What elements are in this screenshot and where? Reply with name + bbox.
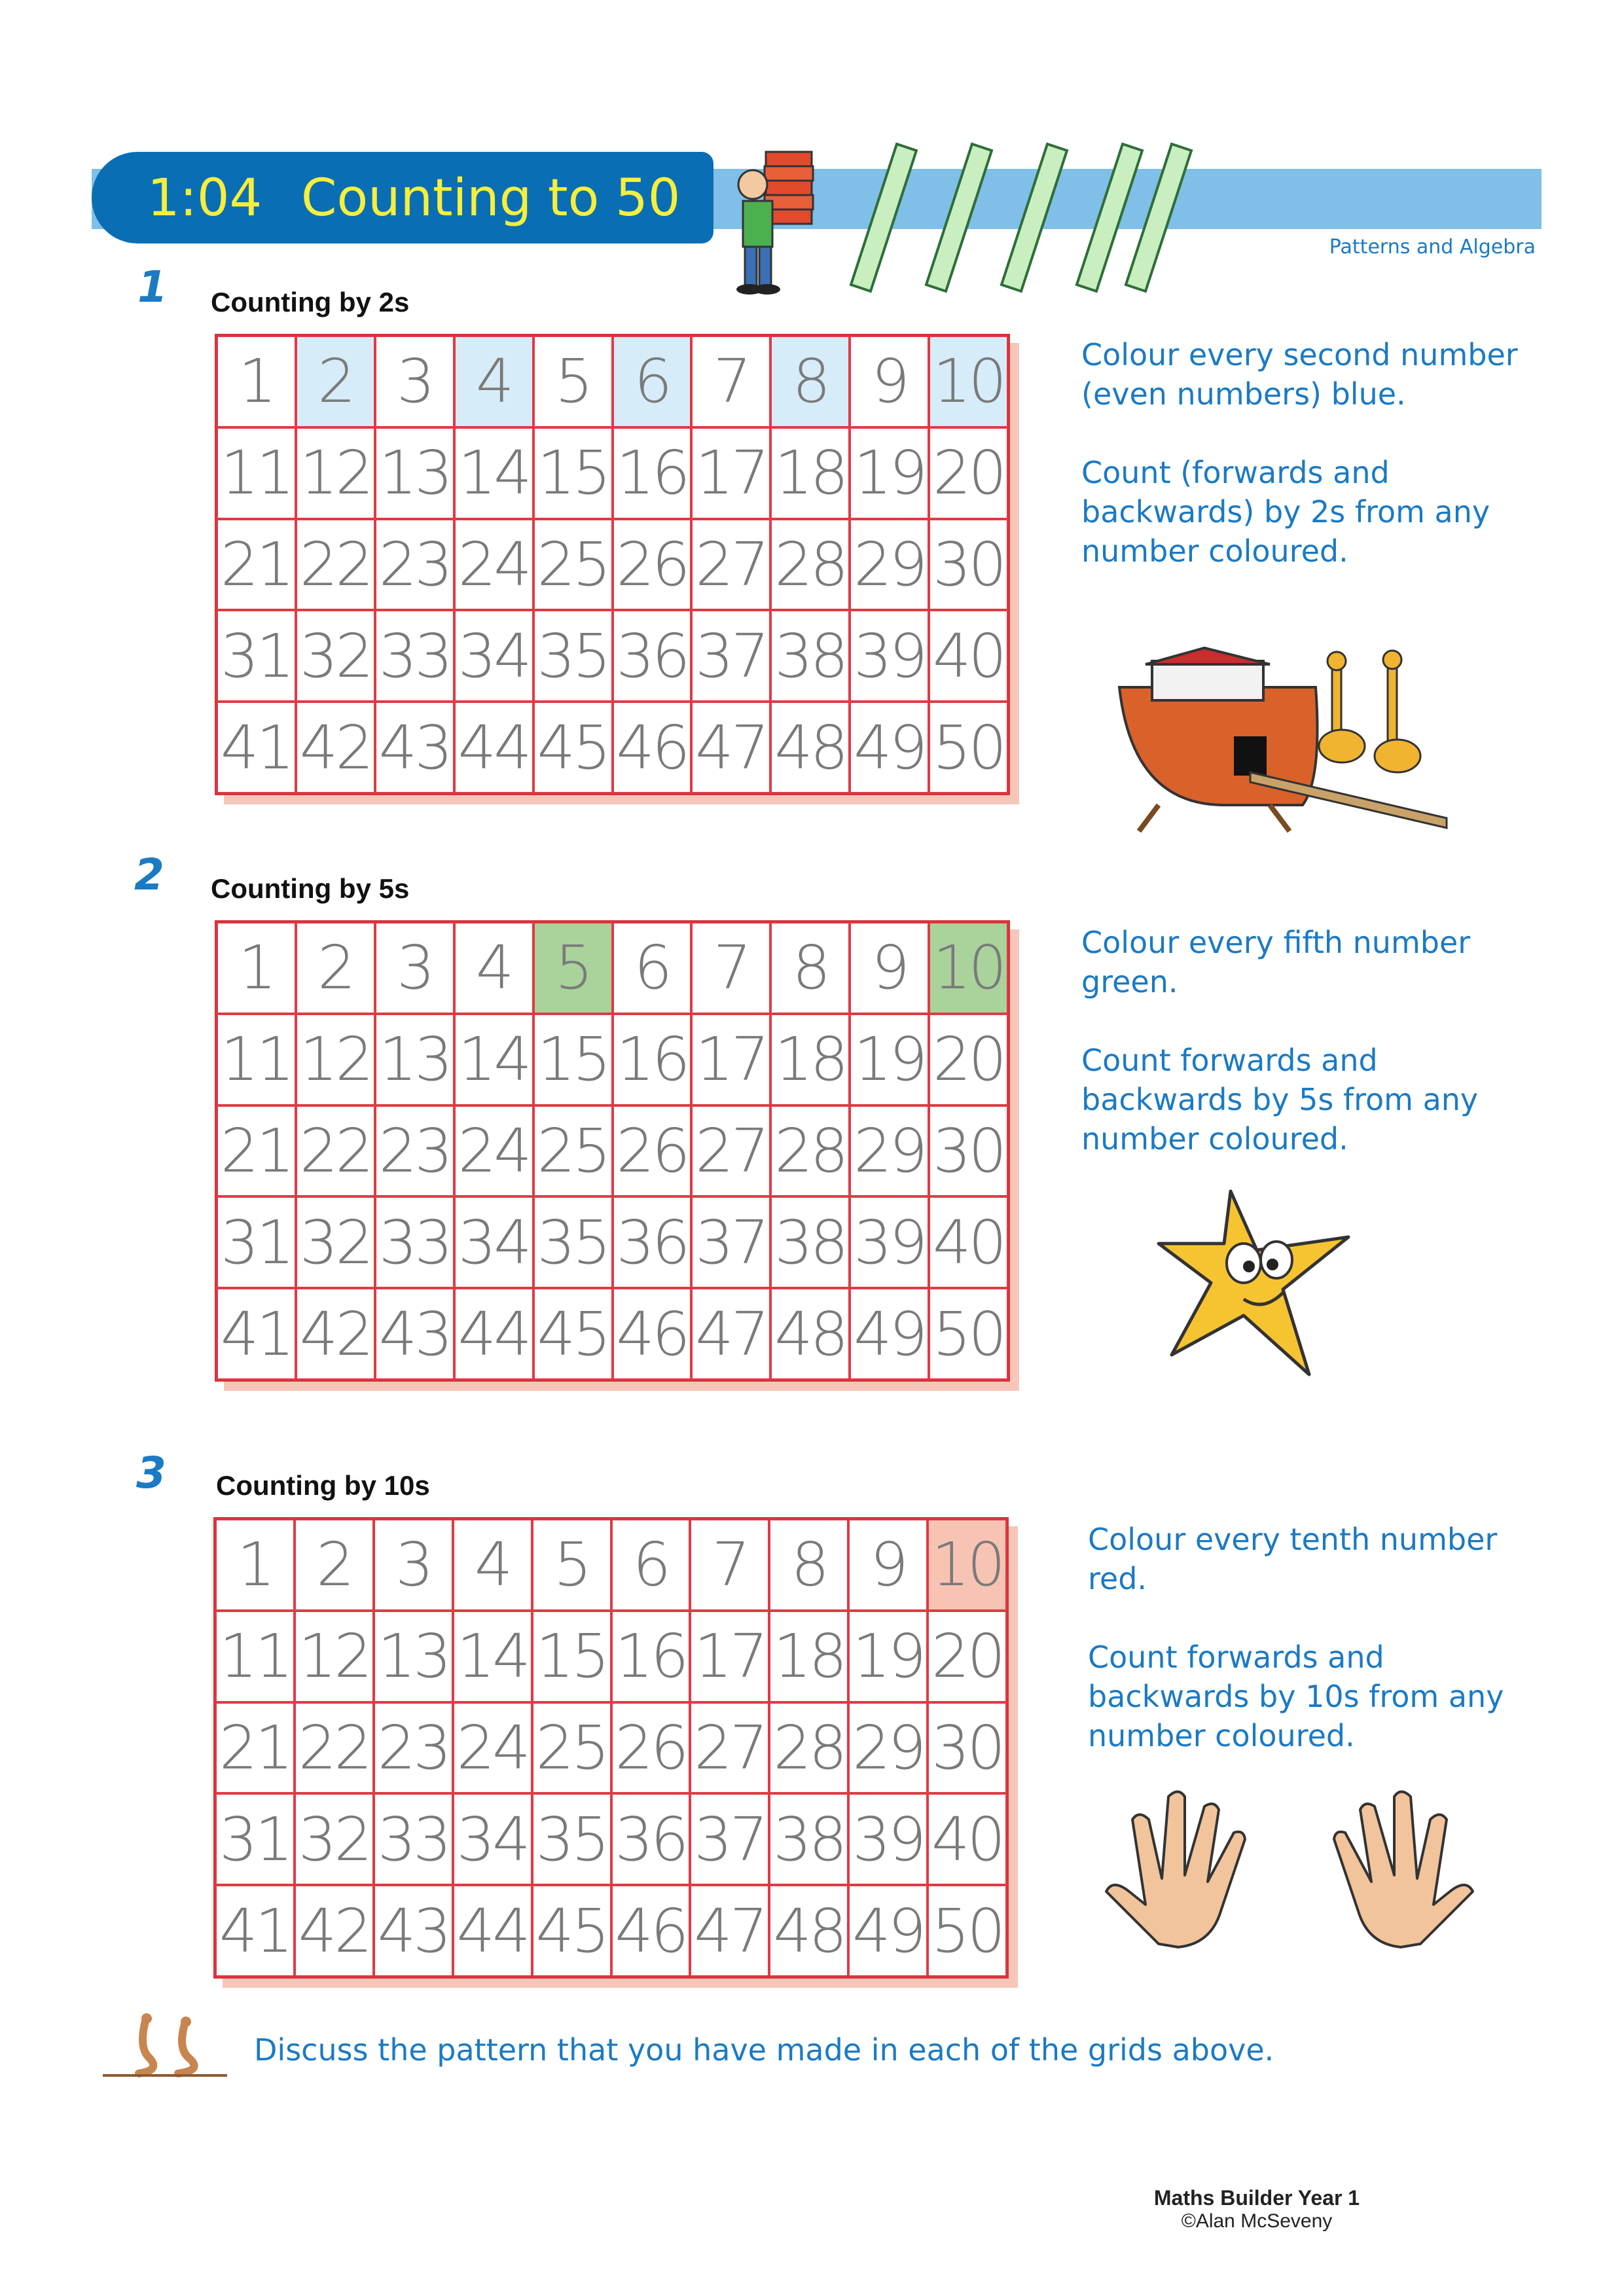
grid-cell: 19 (848, 1611, 928, 1702)
grid-cell: 7 (691, 922, 770, 1014)
grid-cell: 5 (533, 922, 613, 1014)
grid-cell: 15 (532, 1611, 611, 1702)
grid-cell: 1 (215, 1519, 295, 1611)
instruction-text: Colour every second number (even numbers) blue. (1081, 337, 1518, 412)
grid-cell: 31 (217, 610, 296, 702)
grid-cell: 10 (929, 922, 1008, 1014)
grid-cell: 11 (217, 1014, 296, 1105)
grid-cell: 41 (217, 1288, 296, 1380)
grid-cell: 20 (929, 427, 1008, 519)
grid-cell: 23 (375, 1105, 454, 1197)
grid-cell: 39 (850, 1196, 929, 1288)
grid-cell: 27 (691, 1105, 770, 1197)
grid-cell: 34 (453, 1793, 532, 1885)
grid-cell: 12 (296, 1014, 375, 1105)
grid-cell: 9 (848, 1519, 928, 1611)
grid-cell: 37 (690, 1793, 769, 1885)
grid-cell: 47 (691, 702, 770, 793)
grid-cell: 26 (613, 1105, 692, 1197)
worms-icon (99, 2008, 230, 2080)
grid-cell: 20 (929, 1014, 1008, 1105)
book-title: Maths Builder Year 1 (1153, 2186, 1360, 2210)
grid-cell: 34 (454, 610, 533, 702)
grid-cell: 48 (769, 1885, 848, 1977)
grid-cell: 25 (532, 1702, 611, 1794)
grid-cell: 7 (690, 1519, 769, 1611)
grid-cell: 18 (770, 427, 850, 519)
grid-cell: 42 (296, 1288, 375, 1380)
grid-cell: 30 (929, 1105, 1008, 1197)
grid-cell: 16 (613, 1014, 692, 1105)
grid-cell: 24 (454, 1105, 533, 1197)
page-footer (1060, 2186, 1453, 2233)
grid-cell: 50 (928, 1885, 1007, 1977)
grid-cell: 17 (691, 427, 770, 519)
grid-cell: 33 (375, 1196, 454, 1288)
grid-cell: 27 (690, 1702, 769, 1794)
grid-cell: 23 (374, 1702, 453, 1794)
tens-rods-illustration (851, 144, 1198, 295)
grid-cell: 28 (770, 519, 850, 611)
grid-cell: 22 (296, 1105, 375, 1197)
lesson-title-pill (92, 152, 713, 243)
grid-cell: 9 (850, 922, 929, 1014)
grid-cell: 41 (217, 702, 296, 793)
grid-cell: 30 (929, 519, 1008, 611)
grid-cell: 45 (532, 1885, 611, 1977)
grid-cell: 8 (769, 1519, 848, 1611)
grid-cell: 30 (928, 1702, 1007, 1794)
grid-cell: 29 (848, 1702, 928, 1794)
boy-carrying-blocks-illustration (727, 145, 838, 296)
grid-cell: 40 (928, 1793, 1007, 1885)
grid-cell: 22 (296, 519, 375, 611)
grid-cell: 43 (375, 702, 454, 793)
grid-cell: 21 (215, 1702, 295, 1794)
grid-cell: 2 (296, 336, 375, 427)
grid-cell: 42 (296, 702, 375, 793)
grid-cell: 23 (375, 519, 454, 611)
grid-cell: 46 (613, 1288, 692, 1380)
grid-cell: 47 (690, 1885, 769, 1977)
grid-cell: 44 (454, 702, 533, 793)
grid-cell: 18 (769, 1611, 848, 1702)
grid-cell: 31 (217, 1196, 296, 1288)
discussion-prompt: Discuss the pattern that you have made in each of the grids above. (254, 2032, 1274, 2068)
grid-cell: 6 (613, 336, 692, 427)
number-grid (215, 920, 1010, 1382)
instruction-text: Colour every tenth number red. (1088, 1522, 1498, 1596)
hundreds-grid-q1 (215, 334, 1010, 795)
grid-cell: 1 (217, 336, 296, 427)
grid-cell: 27 (691, 519, 770, 611)
grid-cell: 33 (375, 610, 454, 702)
grid-cell: 28 (769, 1702, 848, 1794)
grid-cell: 26 (613, 519, 692, 611)
question-2-instructions (1081, 923, 1540, 1198)
grid-cell: 10 (929, 336, 1008, 427)
grid-cell: 28 (770, 1105, 850, 1197)
grid-cell: 44 (453, 1885, 532, 1977)
strand-label: Patterns and Algebra (1329, 236, 1536, 259)
hundreds-grid-q2 (215, 920, 1010, 1382)
grid-cell: 40 (929, 1196, 1008, 1288)
grid-cell: 10 (928, 1519, 1007, 1611)
grid-cell: 4 (453, 1519, 532, 1611)
grid-cell: 48 (770, 702, 850, 793)
grid-cell: 11 (215, 1611, 295, 1702)
grid-cell: 21 (217, 519, 296, 611)
grid-cell: 25 (533, 1105, 613, 1197)
grid-cell: 49 (850, 702, 929, 793)
grid-cell: 3 (375, 336, 454, 427)
question-3-instructions (1088, 1520, 1546, 1795)
lesson-title: Counting to 50 (301, 169, 681, 228)
grid-cell: 11 (217, 427, 296, 519)
grid-cell: 15 (533, 427, 613, 519)
grid-cell: 21 (217, 1105, 296, 1197)
grid-cell: 29 (850, 1105, 929, 1197)
instruction-text: Count (forwards and backwards) by 2s from any number coloured. (1081, 455, 1490, 569)
grid-cell: 38 (769, 1793, 848, 1885)
grid-cell: 19 (850, 427, 929, 519)
question-1-instructions (1081, 335, 1540, 610)
grid-cell: 46 (613, 702, 692, 793)
number-grid (213, 1517, 1009, 1979)
grid-cell: 37 (691, 610, 770, 702)
grid-cell: 50 (929, 1288, 1008, 1380)
grid-cell: 2 (296, 922, 375, 1014)
grid-cell: 17 (690, 1611, 769, 1702)
grid-cell: 7 (691, 336, 770, 427)
grid-cell: 24 (454, 519, 533, 611)
grid-cell: 49 (850, 1288, 929, 1380)
grid-cell: 22 (295, 1702, 374, 1794)
grid-cell: 1 (217, 922, 296, 1014)
grid-cell: 43 (374, 1885, 453, 1977)
instruction-text: Count forwards and backwards by 10s from any number coloured. (1088, 1640, 1504, 1753)
grid-cell: 32 (296, 1196, 375, 1288)
grid-cell: 13 (374, 1611, 453, 1702)
grid-cell: 20 (928, 1611, 1007, 1702)
grid-cell: 34 (454, 1196, 533, 1288)
grid-cell: 14 (454, 1014, 533, 1105)
grid-cell: 35 (533, 1196, 613, 1288)
grid-cell: 45 (533, 702, 613, 793)
grid-cell: 4 (454, 922, 533, 1014)
grid-cell: 46 (611, 1885, 691, 1977)
grid-cell: 3 (375, 922, 454, 1014)
grid-cell: 32 (295, 1793, 374, 1885)
grid-cell: 6 (613, 922, 692, 1014)
grid-cell: 25 (533, 519, 613, 611)
grid-cell: 33 (374, 1793, 453, 1885)
grid-cell: 24 (453, 1702, 532, 1794)
question-2-number: 2 (134, 850, 164, 900)
grid-cell: 8 (770, 922, 850, 1014)
grid-cell: 15 (533, 1014, 613, 1105)
grid-cell: 6 (611, 1519, 691, 1611)
grid-cell: 14 (453, 1611, 532, 1702)
grid-cell: 35 (533, 610, 613, 702)
grid-cell: 32 (296, 610, 375, 702)
lesson-number: 1:04 (147, 169, 262, 228)
grid-cell: 50 (929, 702, 1008, 793)
number-grid (215, 334, 1010, 795)
grid-cell: 37 (691, 1196, 770, 1288)
grid-cell: 17 (691, 1014, 770, 1105)
grid-cell: 41 (215, 1885, 295, 1977)
cartoon-starfish-illustration (1159, 1185, 1355, 1381)
grid-cell: 5 (532, 1519, 611, 1611)
question-3-heading: Counting by 10s (216, 1470, 430, 1501)
grid-cell: 9 (850, 336, 929, 427)
grid-cell: 3 (374, 1519, 453, 1611)
grid-cell: 40 (929, 610, 1008, 702)
grid-cell: 16 (613, 427, 692, 519)
instruction-text: Colour every fifth number green. (1081, 925, 1471, 999)
grid-cell: 16 (611, 1611, 691, 1702)
grid-cell: 36 (611, 1793, 691, 1885)
grid-cell: 45 (533, 1288, 613, 1380)
grid-cell: 48 (770, 1288, 850, 1380)
two-hands-illustration (1100, 1780, 1479, 1950)
grid-cell: 12 (295, 1611, 374, 1702)
grid-cell: 8 (770, 336, 850, 427)
grid-cell: 31 (215, 1793, 295, 1885)
instruction-text: Count forwards and backwards by 5s from any number coloured. (1081, 1043, 1479, 1157)
grid-cell: 39 (848, 1793, 928, 1885)
ark-with-giraffes-illustration (1106, 648, 1473, 838)
grid-cell: 36 (613, 1196, 692, 1288)
grid-cell: 13 (375, 1014, 454, 1105)
grid-cell: 36 (613, 610, 692, 702)
grid-cell: 2 (295, 1519, 374, 1611)
question-3-number: 3 (136, 1448, 166, 1498)
question-2-heading: Counting by 5s (211, 873, 410, 904)
question-1-number: 1 (137, 262, 168, 312)
grid-cell: 38 (770, 610, 850, 702)
grid-cell: 44 (454, 1288, 533, 1380)
grid-cell: 5 (533, 336, 613, 427)
grid-cell: 26 (611, 1702, 691, 1794)
grid-cell: 39 (850, 610, 929, 702)
grid-cell: 38 (770, 1196, 850, 1288)
grid-cell: 42 (295, 1885, 374, 1977)
copyright: ©Alan McSeveny (1181, 2210, 1333, 2232)
hundreds-grid-q3 (213, 1517, 1009, 1979)
grid-cell: 43 (375, 1288, 454, 1380)
question-1-heading: Counting by 2s (211, 287, 410, 317)
grid-cell: 13 (375, 427, 454, 519)
grid-cell: 12 (296, 427, 375, 519)
grid-cell: 18 (770, 1014, 850, 1105)
grid-cell: 47 (691, 1288, 770, 1380)
grid-cell: 49 (848, 1885, 928, 1977)
grid-cell: 19 (850, 1014, 929, 1105)
grid-cell: 4 (454, 336, 533, 427)
grid-cell: 14 (454, 427, 533, 519)
grid-cell: 29 (850, 519, 929, 611)
grid-cell: 35 (532, 1793, 611, 1885)
